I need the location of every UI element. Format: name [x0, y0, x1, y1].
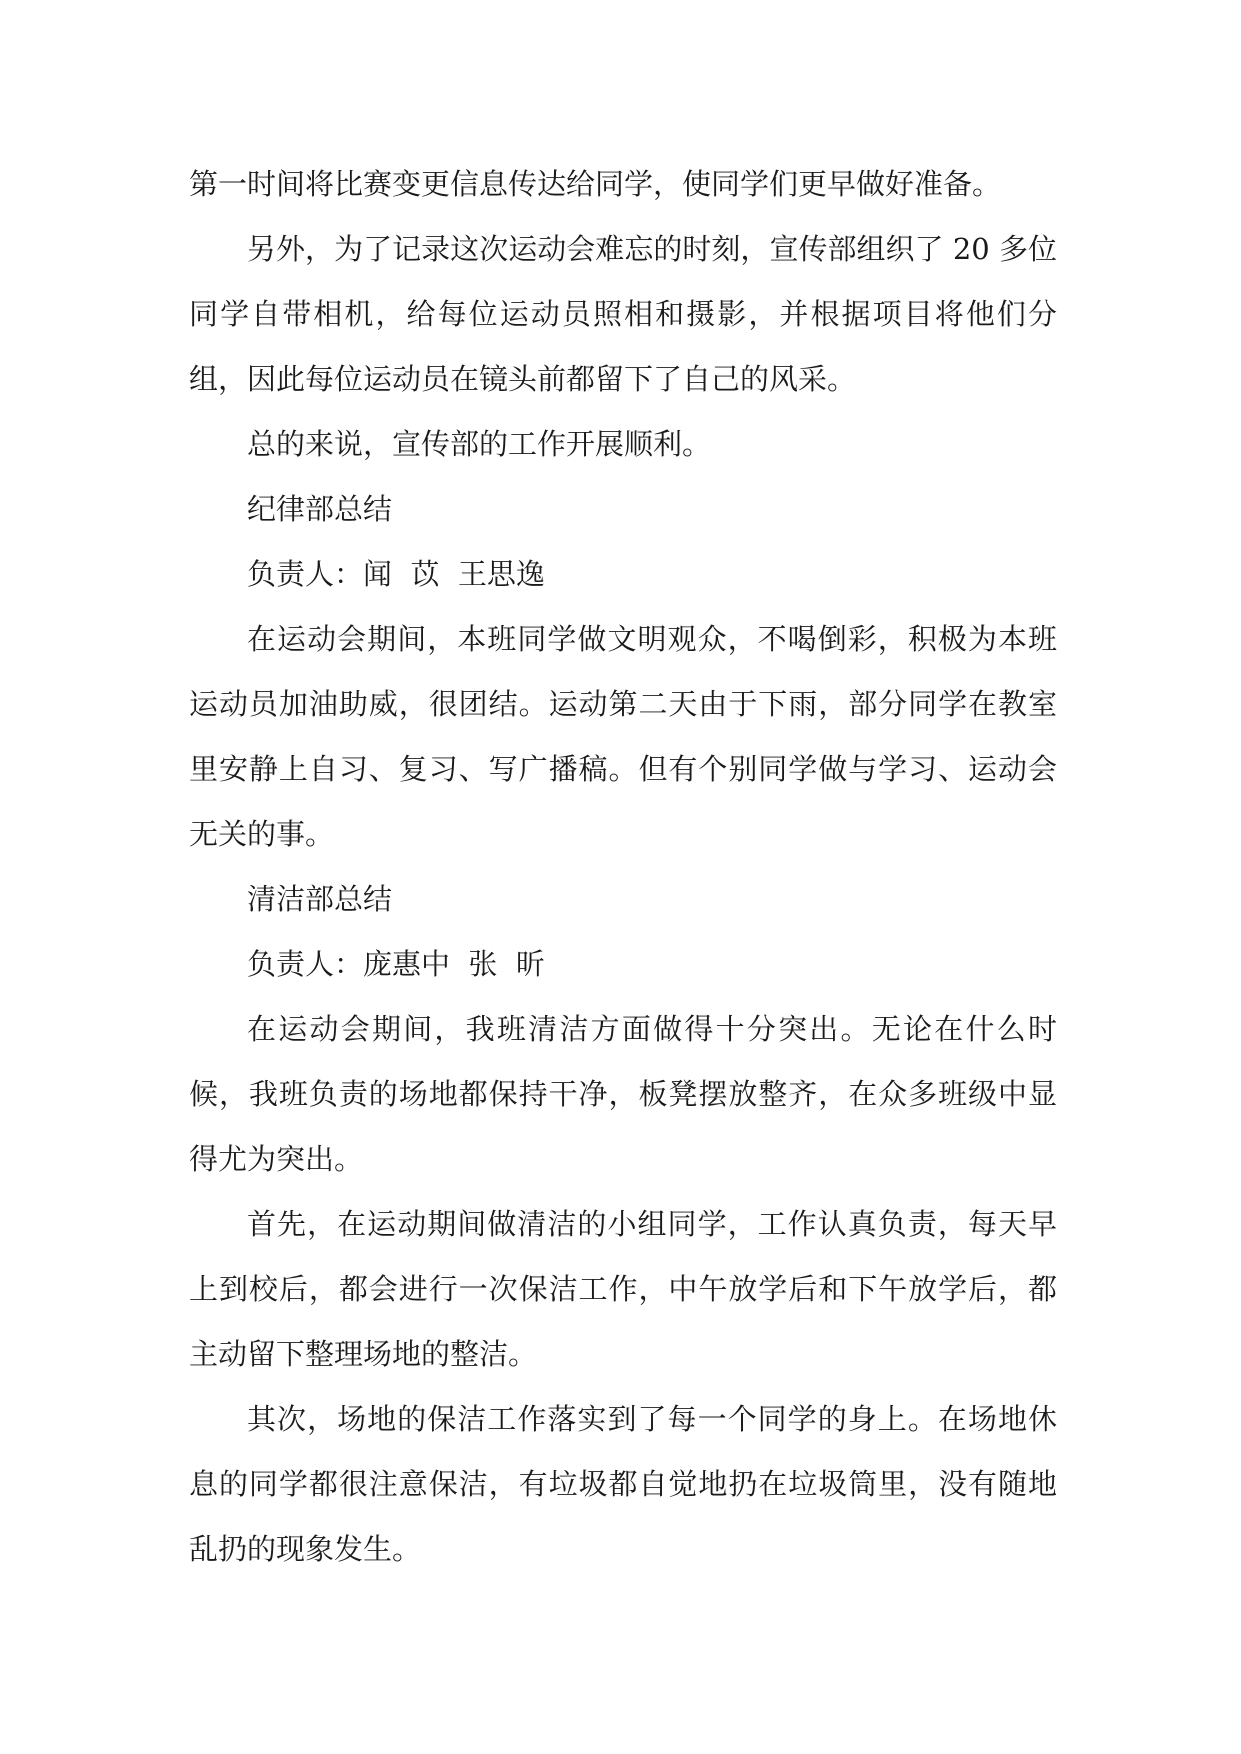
paragraph: 其次，场地的保洁工作落实到了每一个同学的身上。在场地休息的同学都很注意保洁，有垃圾都自觉地扔在垃圾筒里，没有随地乱扔的现象发生。	[189, 1402, 1057, 1566]
paragraph: 另外，为了记录这次运动会难忘的时刻，宣传部组织了 20 多位同学自带相机，给每位运动员照相和摄影，并根据项目将他们分组，因此每位运动员在镜头前都留下了自己的风采。	[189, 232, 1057, 396]
section-heading-cleaning: 清洁部总结	[247, 882, 393, 916]
paragraph: 总的来说，宣传部的工作开展顺利。	[247, 427, 712, 461]
responsible-persons-cleaning: 负责人：庞惠中 张 昕	[247, 947, 545, 981]
section-heading-discipline: 纪律部总结	[247, 492, 393, 526]
paragraph: 首先，在运动期间做清洁的小组同学，工作认真负责，每天早上到校后，都会进行一次保洁工作，中午放学后和下午放学后，都主动留下整理场地的整洁。	[189, 1207, 1057, 1371]
responsible-persons-discipline: 负责人：闻 苡 王思逸	[247, 557, 545, 591]
document-page	[189, 152, 1057, 1582]
paragraph: 在运动会期间，我班清洁方面做得十分突出。无论在什么时候，我班负责的场地都保持干净，板凳摆放整齐，在众多班级中显得尤为突出。	[189, 1012, 1057, 1176]
paragraph: 在运动会期间，本班同学做文明观众，不喝倒彩，积极为本班运动员加油助威，很团结。运动第二天由于下雨，部分同学在教室里安静上自习、复习、写广播稿。但有个别同学做与学习、运动会无关的事。	[189, 622, 1057, 851]
paragraph: 第一时间将比赛变更信息传达给同学，使同学们更早做好准备。	[189, 167, 1002, 201]
